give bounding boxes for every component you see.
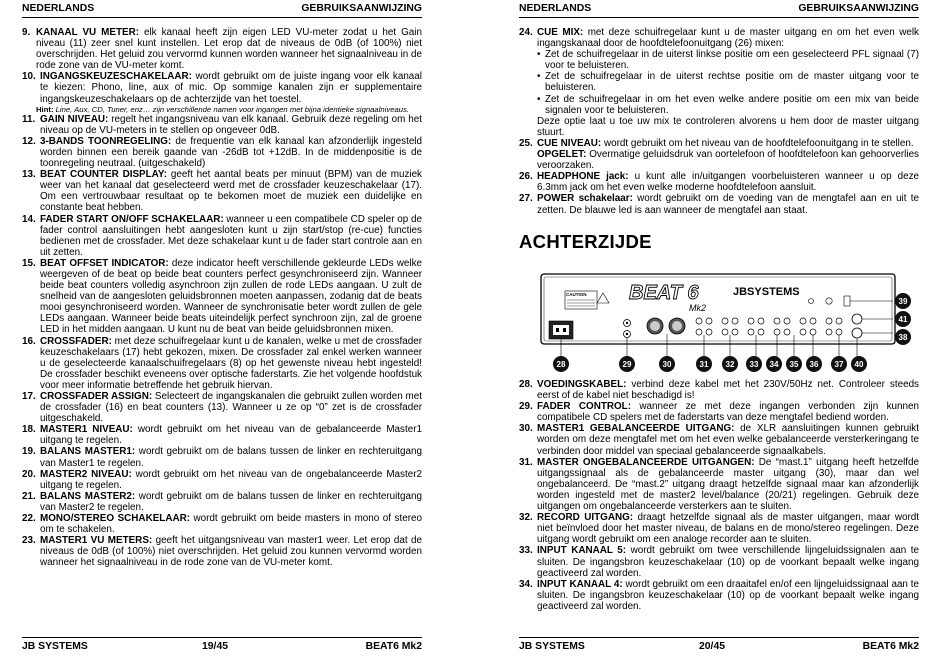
item-17 [22, 391, 422, 424]
item-16 [22, 336, 422, 391]
cue-mix-note: Deze optie laat u toe uw mix te controleren alvorens u hem door de master uitgang stuurt. [537, 115, 919, 138]
item-term: MASTER ONGEBALANCEERDE UITGANGEN: [537, 456, 755, 468]
jbsystems-logo: JBSYSTEMS [733, 286, 800, 298]
cue-mix-bullets [537, 49, 919, 116]
item-number: 27. [519, 193, 533, 205]
warning-text: Overmatige geluidsdruk van oortelefoon of hoofdtelefoon kan gehoorverlies veroorzaken. [537, 149, 919, 172]
item-desc: deze indicator heeft verschillende gekleurde LEDs welke weergeven of de beat op beide beat counters perfect gesynchroniseerd zijn. Wanneer beide beat counters volledig asynchroon zijn zullen de rode LEDs aangaan. U zult de snelheid van de aangesloten geluidsbronnen moeten aanpassen, zodanig dat de beats mooi gesynchroniseerd worden. Wanneer de synchronisatie beter wordt zullen de gele LEDs aangaan. Wanneer beide beats uiteindelijk perfect synchroon zijn, zal de groene LED in het midden aangaan. U kunt nu de beat van beide geluidsbronnen mixen. [40, 257, 422, 336]
item-term: BEAT COUNTER DISPLAY: [40, 169, 168, 181]
item-number: 20. [22, 468, 36, 480]
item-13 [22, 169, 422, 213]
item-desc: Selecteert de ingangskanalen die gebruikt zullen worden met de crossfader (16) en beat counters (13). Wanneer u ze op “0” zet is de crossfader uitgeschakeld. [40, 391, 422, 425]
callout-29: 29 [622, 360, 632, 369]
callout-40: 40 [854, 360, 864, 369]
left-footer-rule [22, 637, 422, 638]
item-desc: de frequentie van elk kanaal kan afzonderlijk ingesteld worden binnen een bereik gaande van -26dB tot +12dB. In de middenpositie is de toonregeling neutraal. (uitgeschakeld) [40, 135, 422, 170]
item-term: BALANS MASTER2: [40, 490, 136, 502]
callout-41: 41 [898, 315, 908, 324]
item-number: 31. [519, 456, 533, 468]
right-footer-rule [519, 637, 919, 638]
list-item: • Zet de schuifregelaar in de uiterst linkse positie om een geselecteerd PFL signaal (7) voor te beluisteren. [537, 49, 919, 72]
item-term: BALANS MASTER1: [40, 446, 136, 458]
left-footer-page: 19/45 [202, 641, 229, 652]
item-33 [519, 545, 919, 578]
item-desc: wordt gebruikt om het niveau van de ongebalanceerde Master2 uitgang te regelen. [40, 468, 422, 491]
list-item: • Zet de schuifregelaar in de uiterst rechtse positie om de master uitgang voor te beluisteren. [537, 71, 919, 94]
item-number: 19. [22, 446, 36, 458]
callout-28: 28 [556, 360, 566, 369]
item-term: CROSSFADER ASSIGN: [40, 391, 153, 402]
callout-39: 39 [898, 297, 908, 306]
left-footer [22, 641, 422, 654]
callout-34: 34 [769, 360, 779, 369]
item-9 [22, 27, 422, 71]
item-12 [22, 136, 422, 169]
item-number: 15. [22, 257, 36, 269]
item-number: 13. [22, 169, 36, 181]
right-footer-model: BEAT6 Mk2 [862, 641, 919, 652]
item-term: MASTER1 GEBALANCEERDE UITGANG: [537, 423, 735, 435]
item-term: MASTER1 NIVEAU: [40, 424, 133, 436]
item-desc: wanneer ze met deze ingangen verbonden zijn kunnen compatibele CD spelers met de faderstarts van deze mengtafel bediend worden. [537, 401, 920, 424]
item-number: 9. [22, 27, 31, 38]
section-title: ACHTERZIJDE [519, 231, 652, 252]
item-term: POWER schakelaar: [537, 193, 633, 205]
beat6-logo: BEAT 6 [629, 282, 699, 304]
item-desc: geeft het uitgangsniveau van master1 weer. Let erop dat de niveaus de 0dB (of 100%) niet overschrijden. Het geluid zou kunnen vervormd worden wanneer het signaalniveau in de rode zone van de VU-meter komt. [40, 535, 422, 569]
item-number: 21. [22, 490, 36, 502]
item-term: FADER START ON/OFF SCHAKELAAR: [40, 213, 224, 225]
item-desc: wanneer u een compatibele CD speler op de fader control aansluitingen hebt aangesloten kunt u zijn start/stop (re-cue) functies bedienen met de crossfader. Met deze schakelaar kunt u de fader start controle aan en uit zetten. [40, 213, 422, 258]
left-content [22, 27, 422, 569]
item-desc: De “mast.1” uitgang heeft hetzelfde uitgangssignaal als de gebalanceerde master uitgang (30), maar dan wel ongebalanceerd. De “mast.2” uitgang draagt hetzelfde signaal maar kan afzonderlijk worden ingesteld met de master2 level/balance (20/21) regelingen. Gebruik deze uitgangen om ongebalanceerde versterkers aan te sluiten. [537, 456, 919, 513]
item-desc: wordt gebruikt om de balans tussen de linker en rechteruitgang van Master1 te regelen. [40, 446, 422, 469]
item-number: 10. [22, 71, 36, 83]
item-23 [22, 535, 422, 568]
item-term: MONO/STEREO SCHAKELAAR: [40, 513, 190, 525]
item-term: INPUT KANAAL 5: [537, 545, 627, 557]
item-desc: draagt hetzelfde signaal als de master uitgangen, maar wordt niet beïnvloed door het master niveau, de balans en de mono/stereo regelingen. Deze uitgang wordt gebruikt om een analoge recorder aan te sluiten. [537, 512, 919, 546]
item-number: 26. [519, 171, 533, 183]
callout-31: 31 [699, 360, 709, 369]
item-term: CUE NIVEAU: [537, 137, 602, 149]
item-term: MASTER1 VU METERS: [40, 535, 153, 547]
item-20 [22, 469, 422, 491]
callout-36: 36 [809, 360, 819, 369]
right-content-bottom [519, 379, 919, 612]
right-footer-brand: JB SYSTEMS [519, 641, 585, 652]
right-footer [519, 641, 919, 654]
right-content-top [519, 27, 919, 216]
item-desc: elk kanaal heeft zijn eigen LED VU-meter zodat u het Gain niveau (11) zeer snel kunt instellen. Let erop dat de niveaus de 0dB (of 100%) niet overschrijden. Het geluid zou vervormd kunnen worden wanneer het signaalniveau in de rode zone van de VU-meter komt. [36, 27, 422, 72]
item-desc: wordt gebruikt om twee verschillende lijngeluidssignalen aan te sluiten. De ingangsbron keuzeschakelaar (10) op de voorkant bepaalt welke ingang geactiveerd zal worden. [537, 545, 919, 579]
hint-label: Hint: [36, 104, 54, 114]
item-22 [22, 513, 422, 535]
item-19 [22, 446, 422, 468]
hint-note [22, 105, 422, 114]
item-desc: met deze schuifregelaar kunt u de kanalen, welke u met de crossfader keuzeschakelaars (17) hebt gekozen, mixen. De crossfader zal enkel werken wanneer u de geselecteerde kanaalschuifregelaars (8) op het gewenste niveau hebt ingesteld! De crossfader beschikt eveneens over optische faderstarts. Zie het volgende hoofdstuk voor meer informatie betreffende het gebruik hiervan. [40, 335, 422, 391]
caution-label: CAUTION [566, 292, 587, 297]
item-26 [519, 171, 919, 193]
item-number: 14. [22, 213, 36, 225]
item-number: 11. [22, 113, 36, 125]
item-number: 33. [519, 545, 533, 557]
item-28 [519, 379, 919, 401]
callout-30: 30 [662, 360, 672, 369]
item-term: MASTER2 NIVEAU: [40, 468, 132, 480]
right-header-lang: NEDERLANDS [519, 3, 592, 14]
item-number: 32. [519, 512, 533, 524]
item-desc: wordt gebruikt om de balans tussen de linker en rechteruitgang van Master2 te regelen. [40, 490, 422, 513]
item-number: 28. [519, 379, 533, 390]
mk2-logo: Mk2 [689, 303, 707, 313]
item-term: CROSSFADER: [40, 335, 112, 347]
right-header-title: GEBRUIKSAANWIJZING [798, 3, 919, 14]
item-desc: wordt gebruikt om de voeding van de mengtafel aan en uit te zetten. De blauwe led is aan wanneer de mengtafel aan staat. [537, 193, 919, 216]
item-18 [22, 424, 422, 446]
item-term: INPUT KANAAL 4: [537, 578, 623, 590]
item-desc: wordt gebruikt om beide masters in mono of stereo om te schakelen. [40, 513, 422, 536]
item-number: 12. [22, 135, 36, 147]
callout-35: 35 [789, 360, 799, 369]
item-term: HEADPHONE jack: [537, 171, 629, 183]
right-header-rule [519, 17, 919, 18]
callout-37: 37 [834, 360, 844, 369]
item-term: KANAAL VU METER: [36, 27, 140, 38]
item-desc: u kunt alle in/uitgangen voorbeluisteren wanneer u op deze 6.3mm jack om het even welke moderne hoofdtelefoon aansluit. [537, 171, 919, 194]
item-term: 3-BANDS TOONREGELING: [40, 135, 172, 147]
item-desc: de XLR aansluitingen kunnen gebruikt worden om deze mengtafel met om het even welke gebalanceerde versterkeringang te verbinden door middel van speciaal gebalanceerde signaalkabels. [537, 423, 919, 457]
item-term: FADER CONTROL: [537, 401, 631, 413]
item-27 [519, 193, 919, 215]
item-14 [22, 214, 422, 258]
item-32 [519, 512, 919, 545]
item-term: CUE MIX: [537, 27, 584, 38]
item-30 [519, 423, 919, 456]
item-11 [22, 114, 422, 136]
callout-33: 33 [749, 360, 759, 369]
item-desc: wordt gebruikt om het niveau van de gebalanceerde Master1 uitgang te regelen. [40, 424, 423, 447]
list-item: • Zet de schuifregelaar in om het even welke andere positie om een mix van beide signalen voor te beluisteren. [537, 93, 919, 116]
item-number: 22. [22, 513, 36, 525]
item-31 [519, 457, 919, 512]
right-footer-page: 20/45 [699, 641, 726, 652]
item-34 [519, 579, 919, 612]
rear-panel-diagram [519, 271, 919, 375]
item-term: VOEDINGSKABEL: [537, 379, 627, 390]
left-header [22, 3, 422, 16]
item-term: GAIN NIVEAU: [40, 113, 109, 125]
item-number: 23. [22, 535, 36, 547]
item-29 [519, 401, 919, 423]
item-15 [22, 258, 422, 336]
left-header-title: GEBRUIKSAANWIJZING [301, 3, 422, 14]
item-24 [519, 27, 919, 138]
item-desc: wordt gebruikt om het niveau van de hoofdtelefoonuitgang in te stellen. [601, 137, 914, 149]
item-number: 24. [519, 27, 533, 38]
item-term: INGANGSKEUZESCHAKELAAR: [40, 71, 192, 83]
warning-label: OPGELET: [537, 149, 587, 161]
item-number: 16. [22, 335, 36, 347]
item-number: 30. [519, 423, 533, 435]
left-footer-brand: JB SYSTEMS [22, 641, 88, 652]
item-term: BEAT OFFSET INDICATOR: [40, 257, 169, 269]
item-number: 18. [22, 424, 36, 436]
item-number: 17. [22, 391, 36, 402]
left-page [22, 0, 422, 659]
right-header [519, 3, 919, 16]
callout-38: 38 [898, 333, 908, 342]
item-25 [519, 138, 919, 171]
item-desc: met deze schuifregelaar kunt u de master uitgang en om het even welk ingangskanaal door de hoofdtelefoonuitgang (26) mixen: [537, 27, 919, 50]
item-number: 29. [519, 401, 533, 413]
item-desc: wordt gebruikt om een draaitafel en/of een lijngeluidssignaal aan te sluiten. De ingangsbron keuzeschakelaar (10) op de voorkant bepaalt welke ingang geactiveerd zal worden. [537, 578, 920, 612]
item-desc: geeft het aantal beats per minuut (BPM) van de muziek weer van het kanaal dat geselecteerd werd met de crossfader keuzeschakelaar (17). Om een vertrouwbaar resultaat op te bekomen moet de muziek een duidelijke en constante beat hebben. [40, 169, 422, 214]
item-number: 25. [519, 137, 533, 149]
item-10 [22, 71, 422, 104]
left-header-lang: NEDERLANDS [22, 3, 95, 14]
item-number: 34. [519, 578, 533, 590]
callout-32: 32 [725, 360, 735, 369]
item-21 [22, 491, 422, 513]
item-term: RECORD UITGANG: [537, 512, 634, 524]
item-desc: wordt gebruikt om de juiste ingang voor elk kanaal te kiezen: Phono, line, aux of mic. Op sommige kanalen zijn er supplementaire ingangskeuzeschakelaars op de achterzijde van het toestel. [40, 71, 422, 105]
item-desc: regelt het ingangsniveau van elk kanaal. Gebruik deze regeling om het niveau op de VU-meters in te stellen op ongeveer 0dB. [40, 113, 423, 136]
left-header-rule [22, 17, 422, 18]
left-footer-model: BEAT6 Mk2 [365, 641, 422, 652]
hint-text: Line, Aux, CD, Tuner, enz… zijn verschillende namen voor ingangen met bijna identieke signaalniveaus. [53, 104, 410, 114]
item-desc: verbind deze kabel met het 230V/50Hz net. Controleer steeds eerst of de kabel niet beschadigd is! [537, 379, 919, 402]
right-page [519, 0, 919, 659]
